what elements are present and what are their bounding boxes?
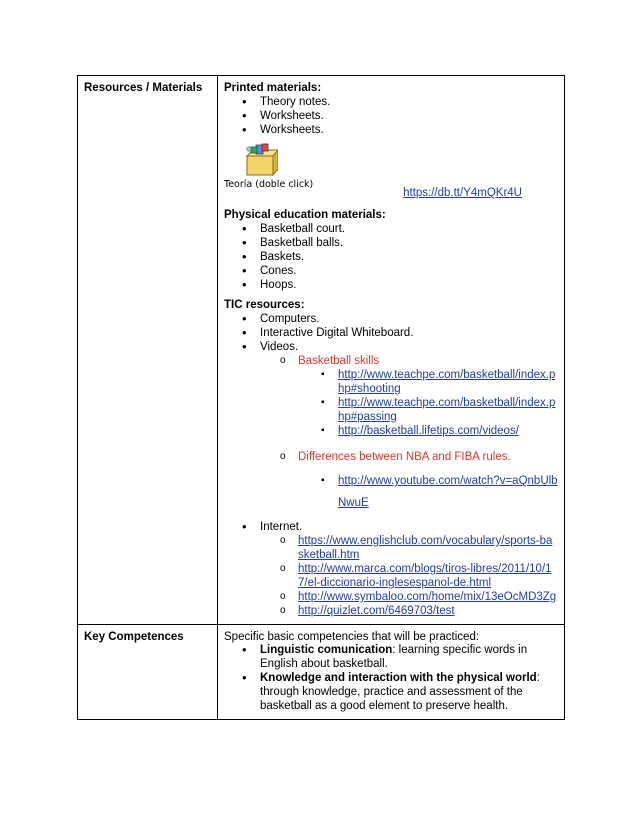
package-icon[interactable] (242, 143, 278, 177)
list-item (298, 590, 558, 604)
list-item: • Interactive Digital Whiteboard. (260, 326, 558, 340)
list-item: • Cones. (260, 264, 558, 278)
skills-links-list (298, 368, 558, 438)
list-item: • Hoops. (260, 278, 558, 292)
list-item: • Basketball court. (260, 222, 558, 236)
competence-description: : learning specific words in English about basketball. (260, 644, 528, 670)
list-item: • Worksheets. (260, 123, 558, 137)
resources-row (78, 76, 565, 625)
icon-caption: Teoría (doble click) (224, 179, 314, 190)
competence-description: : through knowledge, practice and assessment of the basketball as a good element to preserve health. (260, 672, 540, 712)
resources-content (218, 76, 565, 625)
teachpe-passing-link[interactable]: http://www.teachpe.com/basketball/index.php#passing (338, 397, 556, 423)
internet-label: Internet. (260, 521, 303, 533)
competences-label: Key Competences (78, 625, 218, 720)
competences-list (224, 643, 558, 713)
internet-links-list (260, 534, 558, 618)
basketball-skills-label: Basketball skills (298, 355, 380, 367)
dropbox-link[interactable]: https://db.tt/Y4mQKr4U (403, 187, 522, 199)
list-item (338, 424, 558, 438)
list-item (298, 562, 558, 590)
list-item (298, 534, 558, 562)
marca-link[interactable]: http://www.marca.com/blogs/tiros-libres/2011/10/17/el-diccionario-inglesespanol-de.html (298, 563, 552, 589)
quizlet-link[interactable]: http://quizlet.com/6469703/test (298, 605, 455, 617)
list-item (298, 450, 558, 514)
competences-content (218, 625, 565, 720)
youtube-link[interactable]: http://www.youtube.com/watch?v=aQnbUlbNwuE (338, 475, 558, 509)
resources-label: Resources / Materials (78, 76, 218, 625)
list-item (260, 520, 558, 618)
pe-materials-list (224, 222, 558, 292)
list-item: • Computers. (260, 312, 558, 326)
list-item: • Worksheets. (260, 109, 558, 123)
teachpe-shooting-link[interactable]: http://www.teachpe.com/basketball/index.php#shooting (338, 369, 556, 395)
list-item: • Basketball balls. (260, 236, 558, 250)
nba-fiba-label: Differences between NBA and FIBA rules. (298, 451, 511, 463)
englishclub-link[interactable]: https://www.englishclub.com/vocabulary/sports-basketball.htm (298, 535, 553, 561)
competences-row (78, 625, 565, 720)
videos-label: Videos. (260, 341, 299, 353)
lifetips-videos-link[interactable]: http://basketball.lifetips.com/videos/ (338, 425, 519, 437)
list-item (338, 396, 558, 424)
list-item (338, 368, 558, 396)
list-item (298, 604, 558, 618)
competences-intro: Specific basic competencies that will be practiced: (224, 631, 480, 643)
tic-resources-list (224, 312, 558, 618)
diff-links-list (298, 470, 558, 514)
pe-materials-title: Physical education materials: (224, 209, 386, 221)
symbaloo-link[interactable]: http://www.symbaloo.com/home/mix/13eOcMD3Zg (298, 591, 557, 603)
competence-name: Knowledge and interaction with the physical world (260, 672, 537, 684)
list-item (260, 671, 558, 713)
lesson-table (77, 75, 565, 720)
list-item (298, 354, 558, 438)
tic-resources-title: TIC resources: (224, 299, 305, 311)
theory-attachment[interactable] (224, 137, 558, 199)
list-item (260, 643, 558, 671)
videos-list (260, 354, 558, 514)
competence-name: Linguistic comunication (260, 644, 393, 656)
printed-materials-title: Printed materials: (224, 82, 322, 94)
list-item (260, 340, 558, 514)
list-item (338, 470, 558, 514)
list-item: • Baskets. (260, 250, 558, 264)
list-item: • Theory notes. (260, 95, 558, 109)
printed-materials-list (224, 95, 558, 137)
